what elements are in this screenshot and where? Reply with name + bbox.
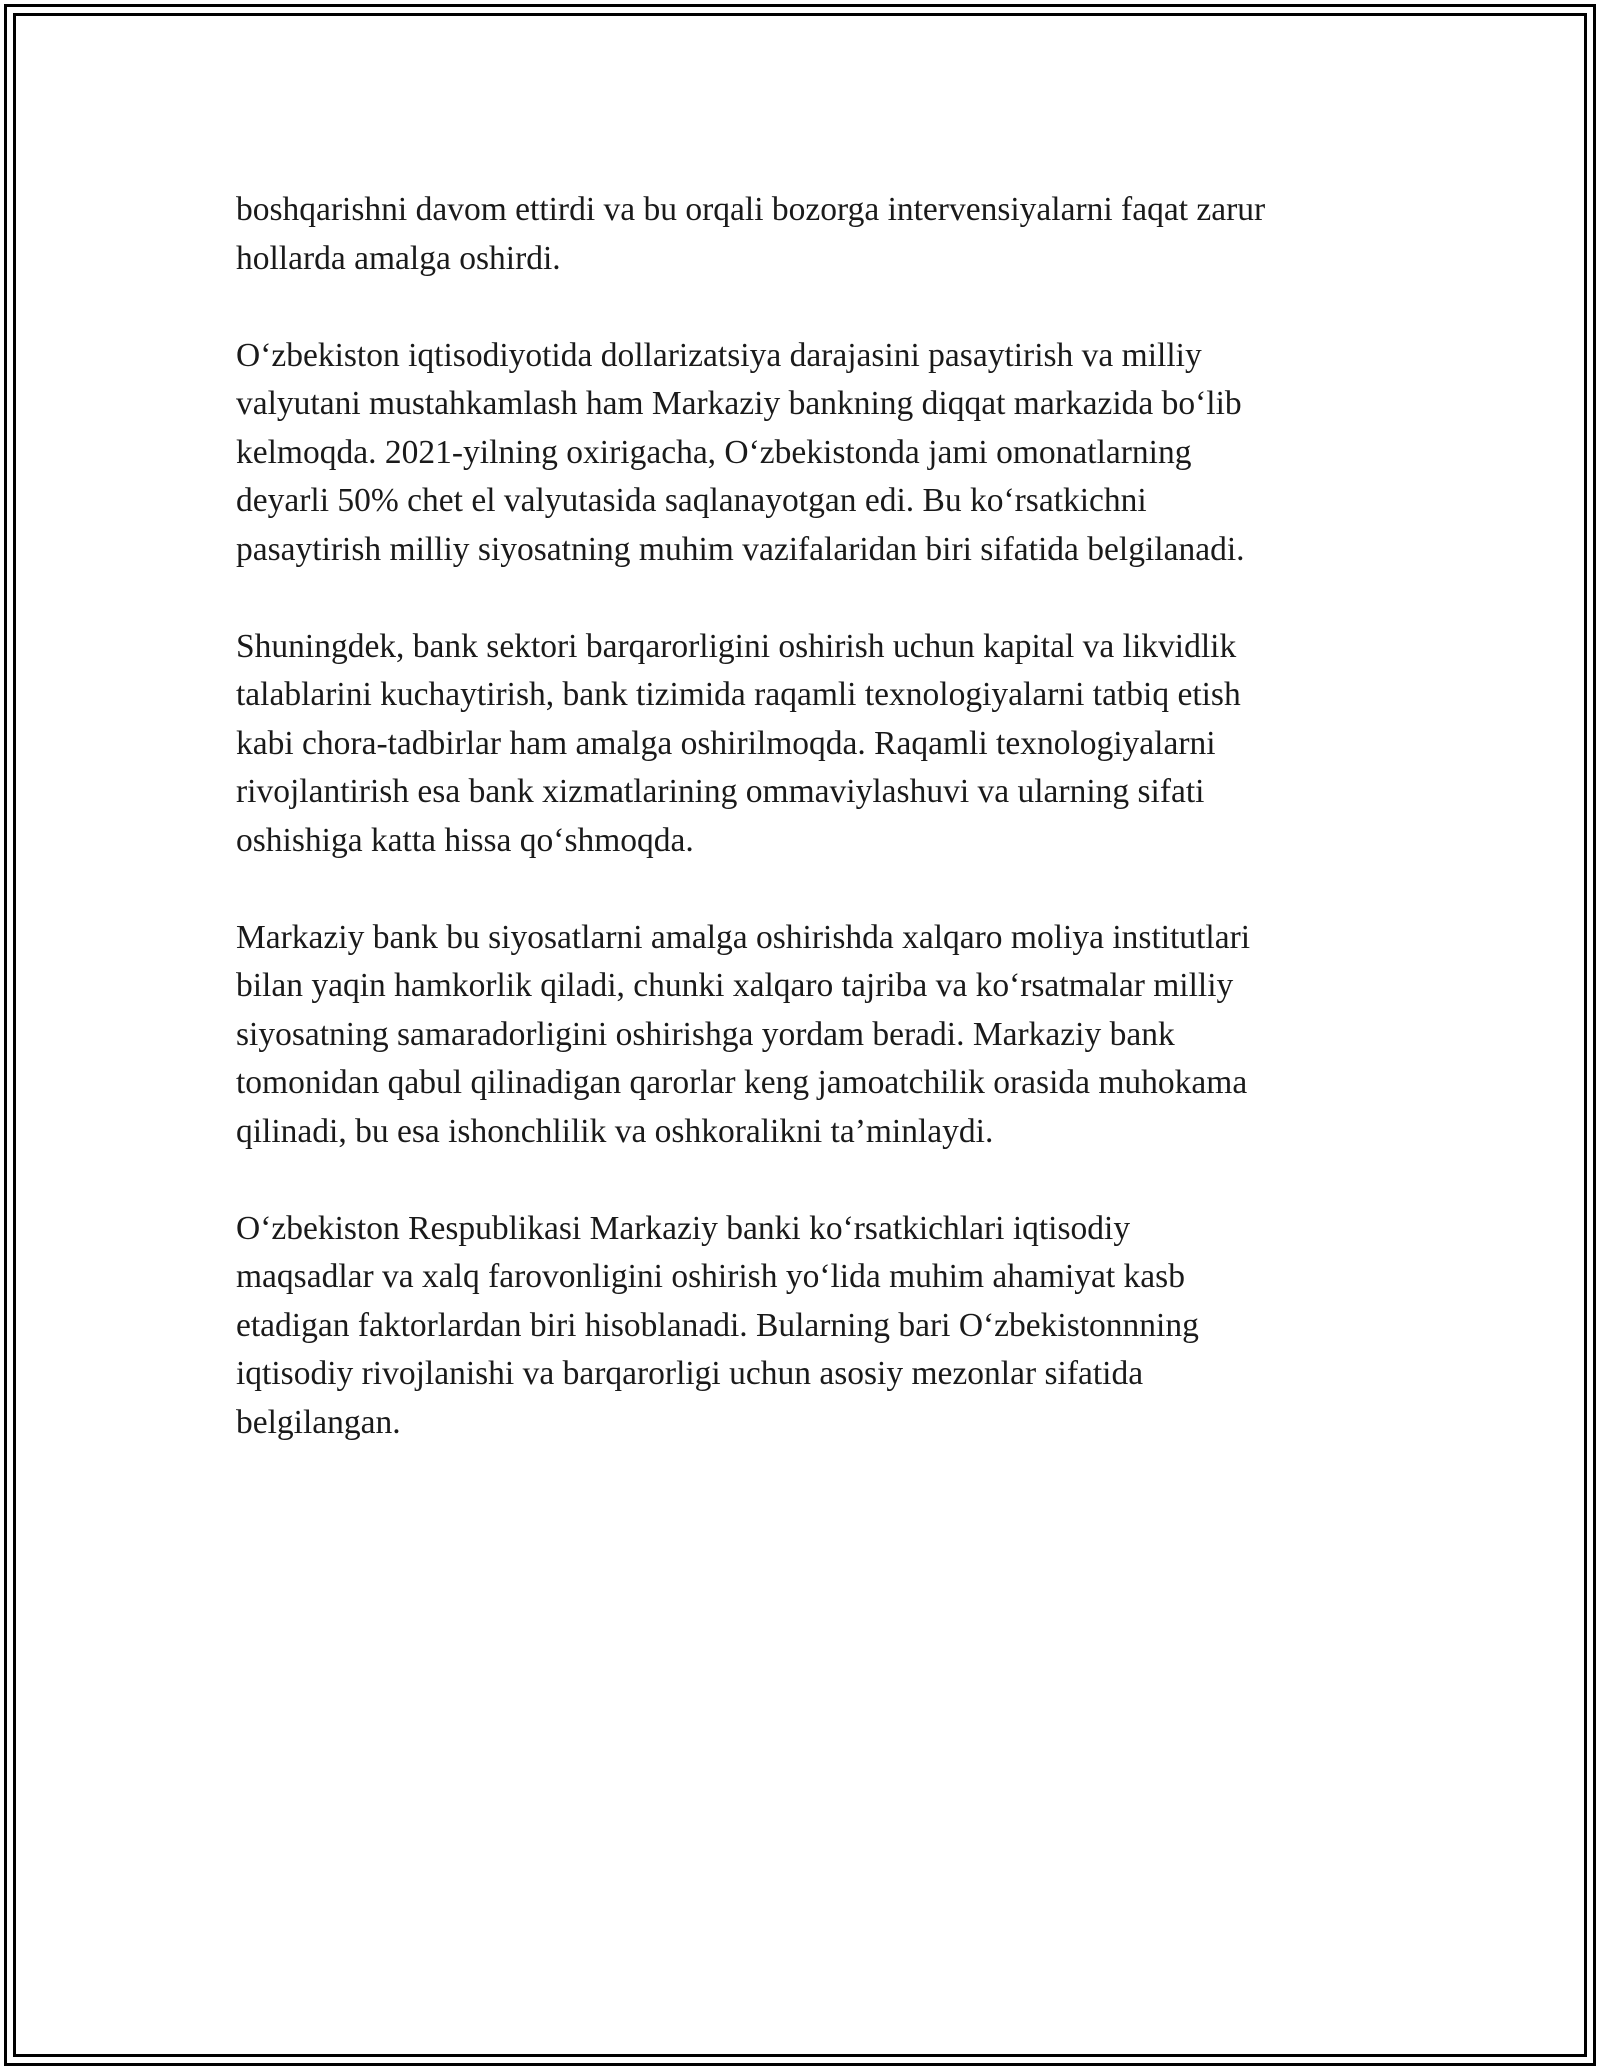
text-line: qilinadi, bu esa ishonchlilik va oshkoralikni ta’minlaydi. <box>236 1112 994 1150</box>
text-line: etadigan faktorlardan biri hisoblanadi. Bularning bari O‘zbekistonnning <box>236 1306 1199 1344</box>
text-line: valyutani mustahkamlash ham Markaziy bankning diqqat markazida bo‘lib <box>236 385 1242 422</box>
text-line: pasaytirish milliy siyosatning muhim vazifalaridan biri sifatida belgilanadi. <box>236 530 1245 568</box>
text-line: iqtisodiy rivojlanishi va barqarorligi uchun asosiy mezonlar sifatida <box>236 1355 1144 1392</box>
text-line: deyarli 50% chet el valyutasida saqlanayotgan edi. Bu ko‘rsatkichni <box>236 482 1147 519</box>
text-line: Shuningdek, bank sektori barqarorligini oshirish uchun kapital va likvidlik <box>236 627 1237 665</box>
text-line: boshqarishni davom ettirdi va bu orqali bozorga intervensiyalarni faqat zarur <box>236 191 1266 228</box>
text-line: belgilangan. <box>236 1403 401 1441</box>
text-line: Markaziy bank bu siyosatlarni amalga oshirishda xalqaro moliya institutlari <box>236 918 1251 956</box>
text-line: oshishiga katta hissa qo‘shmoqda. <box>236 821 694 859</box>
text-line: kelmoqda. 2021-yilning oxirigacha, O‘zbekistonda jami omonatlarning <box>236 433 1192 471</box>
text-line: talablarini kuchaytirish, bank tizimida raqamli texnologiyalarni tatbiq etish <box>236 676 1241 713</box>
text-line: O‘zbekiston Respublikasi Markaziy banki ko‘rsatkichlari iqtisodiy <box>236 1209 1131 1247</box>
paragraph-5 <box>236 1205 1376 1448</box>
text-line: O‘zbekiston iqtisodiyotida dollarizatsiya darajasini pasaytirish va milliy <box>236 336 1202 374</box>
paragraph-2 <box>236 332 1376 575</box>
text-line: tomonidan qabul qilinadigan qarorlar keng jamoatchilik orasida muhokama <box>236 1064 1248 1101</box>
text-line: siyosatning samaradorligini oshirishga yordam beradi. Markaziy bank <box>236 1015 1175 1053</box>
text-line: maqsadlar va xalq farovonligini oshirish yo‘lida muhim ahamiyat kasb <box>236 1258 1185 1295</box>
document-body <box>236 186 1376 1496</box>
text-line: kabi chora-tadbirlar ham amalga oshirilmoqda. Raqamli texnologiyalarni <box>236 724 1216 762</box>
text-line: bilan yaqin hamkorlik qiladi, chunki xalqaro tajriba va ko‘rsatmalar milliy <box>236 967 1234 1004</box>
paragraph-4 <box>236 914 1376 1157</box>
text-line: hollarda amalga oshirdi. <box>236 239 561 277</box>
paragraph-3 <box>236 623 1376 866</box>
paragraph-1 <box>236 186 1376 283</box>
text-line: rivojlantirish esa bank xizmatlarining ommaviylashuvi va ularning sifati <box>236 773 1205 810</box>
